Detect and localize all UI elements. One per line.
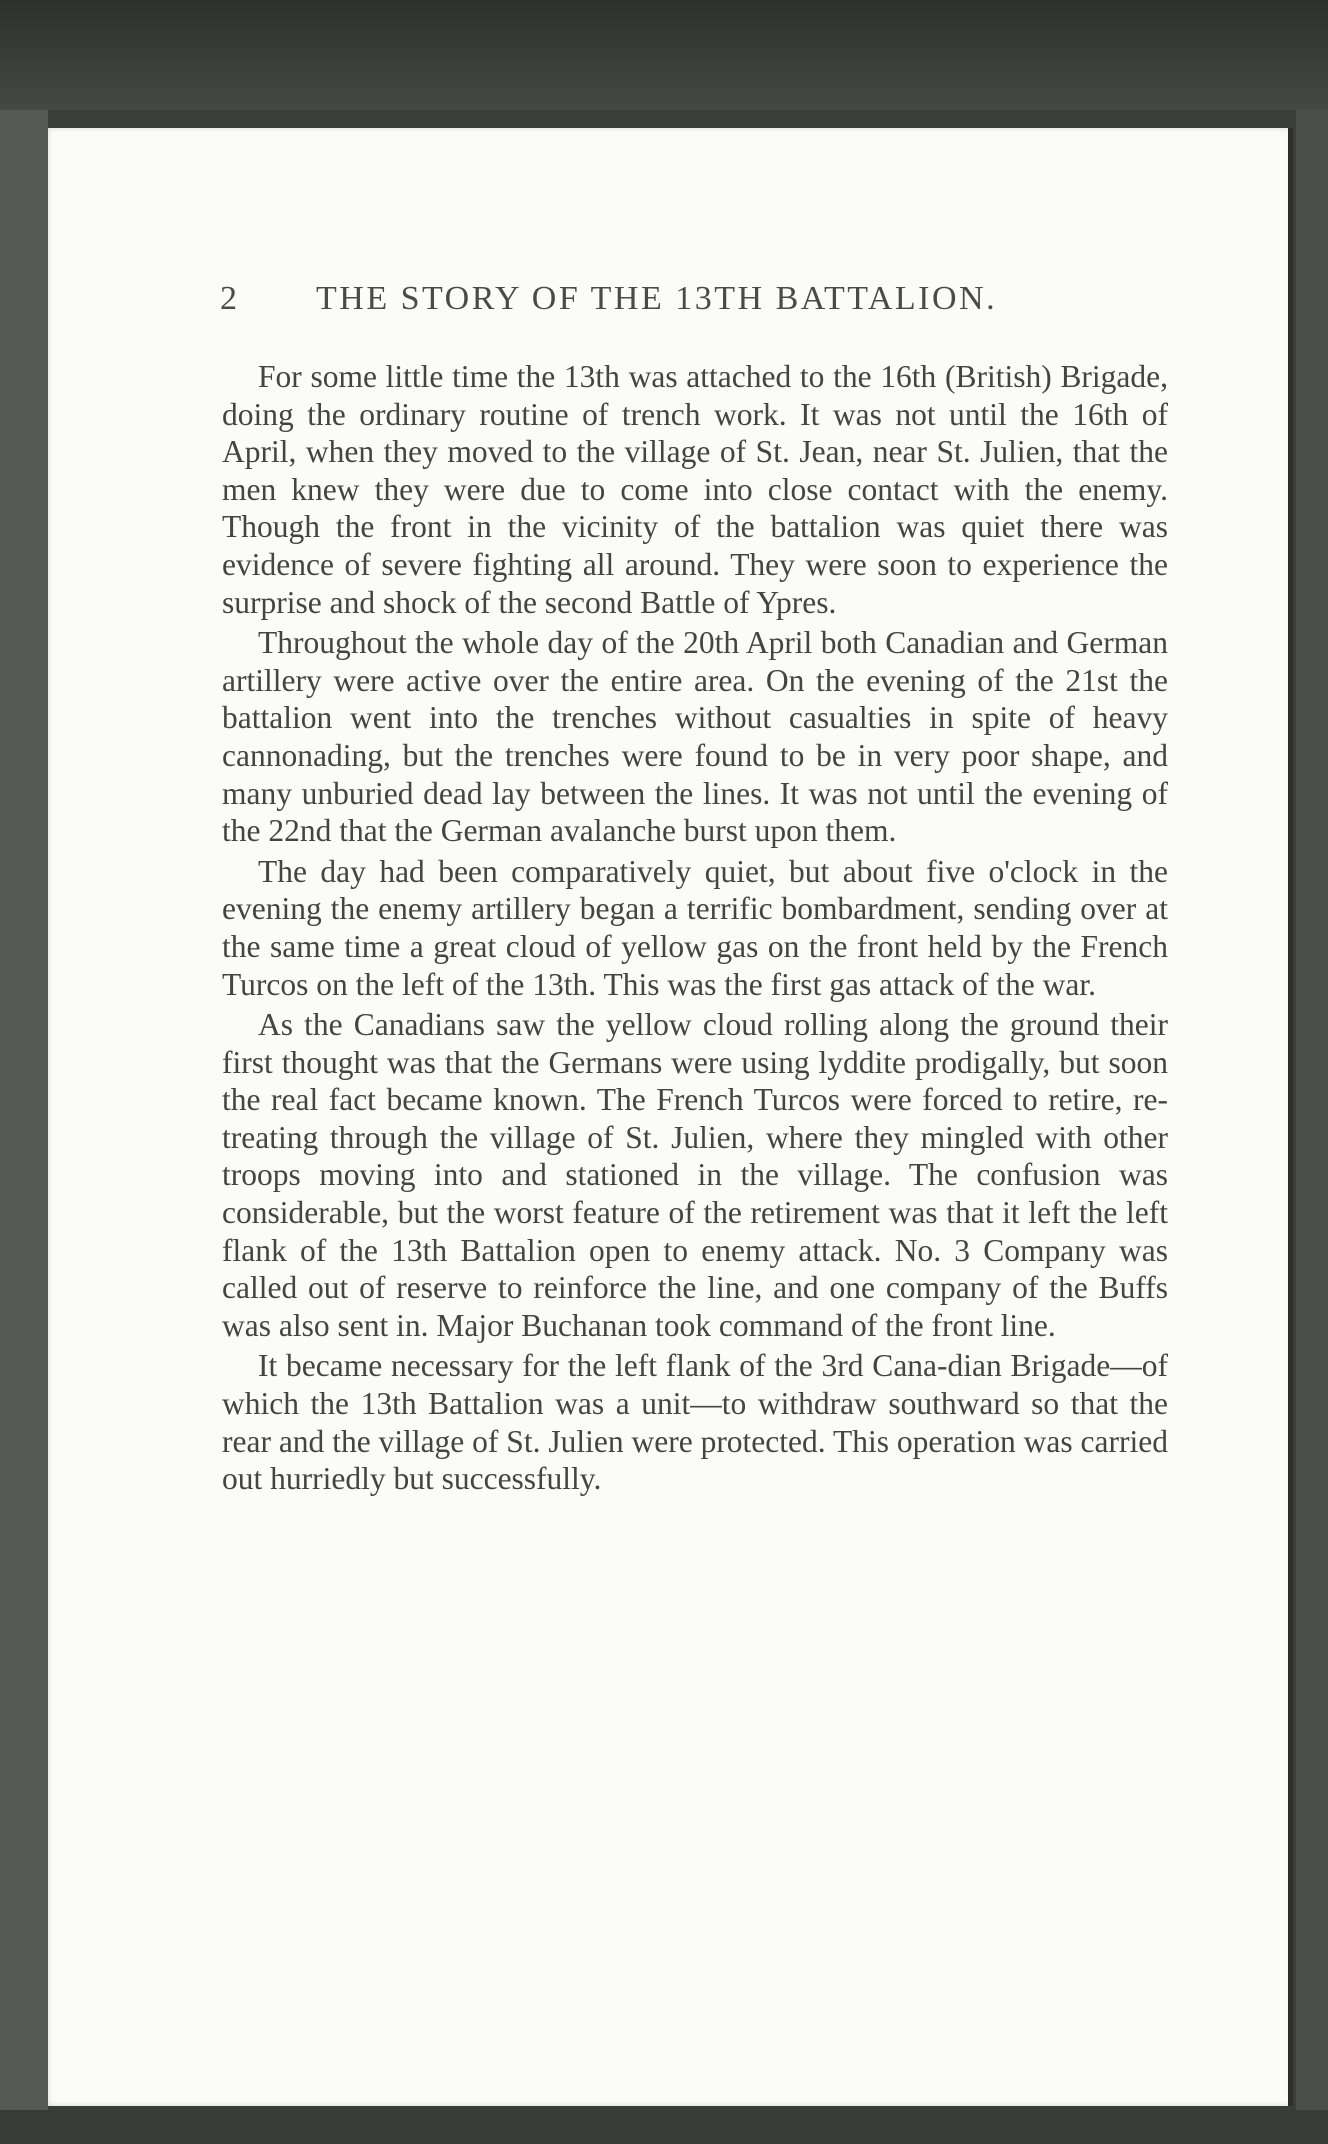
- paragraph-3: The day had been comparatively quiet, but about five o'clock in the evening the enemy artillery began a terrific bombardment, sending over at the same time a great cloud of yellow gas on the front held by the French Turcos on the left of the 13th. This was the first gas attack of the war.: [222, 853, 1168, 1002]
- paragraph-2: Throughout the whole day of the 20th April both Canadian and German artillery were active over the entire area. On the evening of the 21st the battalion went into the trenches without casualties in spite of heavy cannonading, but the trenches were found to be in very poor shape, and many unburied dead lay between the lines. It was not until the evening of the 22nd that the German avalanche burst upon them.: [222, 625, 1168, 849]
- page-header: [172, 280, 1182, 336]
- page-edge: [1288, 128, 1293, 2106]
- paragraph-4: As the Canadians saw the yellow cloud rolling along the ground their first thought was that the Germans were using lyddite prodigally, but soon the real fact became known. The French Turcos were forced to retire, re-treating through the village of St. Julien, where they mingled with other troops moving into and stationed in the village. The confusion was considerable, but the worst feature of the retirement was that it left the left flank of the 13th Battalion open to enemy attack. No. 3 Company was called out of reserve to reinforce the line, and one company of the Buffs was also sent in. Major Buchanan took command of the front line.: [222, 1007, 1168, 1343]
- running-title: THE STORY OF THE 13TH BATTALION.: [316, 280, 998, 317]
- body-text: [222, 358, 1168, 1501]
- scan-right-border: [1296, 110, 1328, 2144]
- paragraph-1: For some little time the 13th was attached to the 16th (British) Brigade, doing the ordinary routine of trench work. It was not until the 16th of April, when they moved to the village of St. Jean, near St. Julien, that the men knew they were due to come into close contact with the enemy. Though the front in the vicinity of the battalion was quiet there was evidence of severe fighting all around. They were soon to experience the surprise and shock of the second Battle of Ypres.: [222, 359, 1168, 620]
- page-number: 2: [220, 280, 238, 317]
- paragraph-5: It became necessary for the left flank of the 3rd Cana-dian Brigade—of which the 13th Battalion was a unit—to withdraw southward so that the rear and the village of St. Julien were protected. This operation was carried out hurriedly but successfully.: [222, 1348, 1168, 1497]
- scan-top-border: [0, 0, 1328, 110]
- scan-bottom-border: [0, 2110, 1328, 2144]
- scan-left-border: [0, 110, 48, 2144]
